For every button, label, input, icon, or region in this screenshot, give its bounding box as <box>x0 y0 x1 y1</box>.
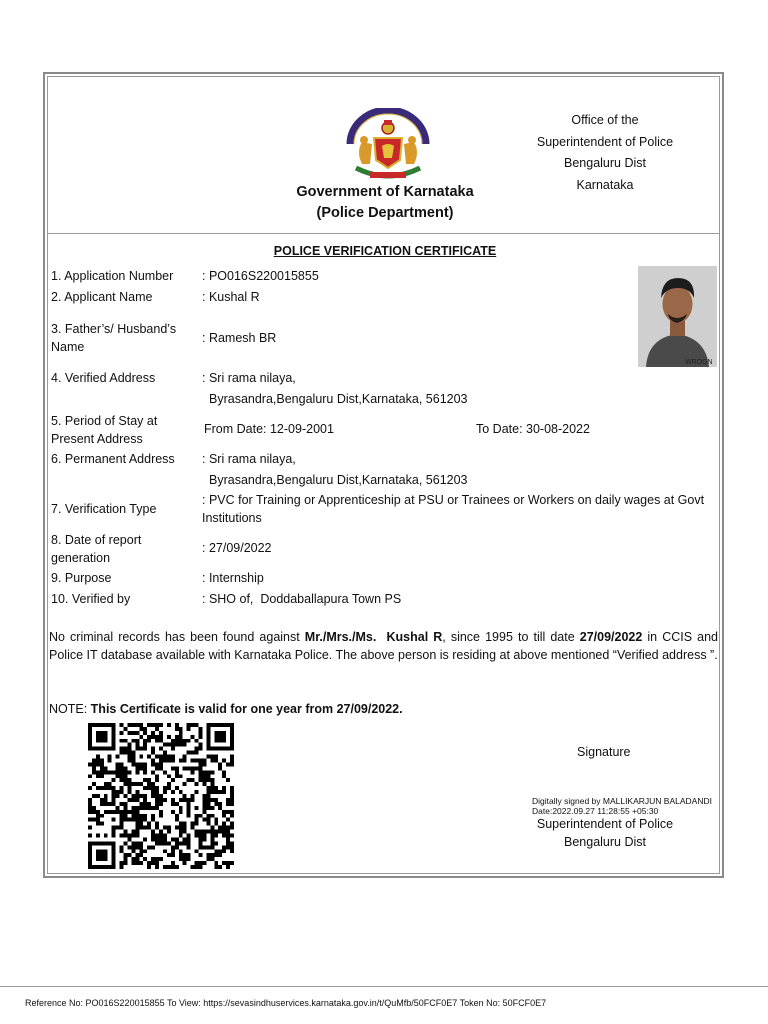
digital-signature-name: Digitally signed by MALLIKARJUN BALADANDI <box>532 796 712 806</box>
statement-part-2: , since 1995 to till date <box>442 630 580 644</box>
period-of-stay-label: 5. Period of Stay at Present Address <box>51 414 158 446</box>
verified-by-value: : SHO of, Doddaballapura Town PS <box>202 592 402 606</box>
application-number-value: : PO016S220015855 <box>202 269 319 283</box>
verification-type-value: : PVC for Training or Apprenticeship at PSU or Trainees or Workers on daily wages at Govt Institutions <box>202 493 705 525</box>
office-line-4: Karnataka <box>576 177 634 192</box>
applicant-name-value: : Kushal R <box>202 290 260 304</box>
digital-signature-date: Date:2022.09.27 11:28:55 +05:30 <box>532 806 659 816</box>
gov-line-2: (Police Department) <box>316 205 454 221</box>
period-to-date: To Date: 30-08-2022 <box>476 422 590 436</box>
footer-divider <box>0 986 768 987</box>
shirt-text: WROGN <box>685 359 713 366</box>
office-line-1: Office of the <box>571 113 639 127</box>
qr-code <box>88 722 234 870</box>
permanent-address-line-2: Byrasandra,Bengaluru Dist,Karnataka, 561203 <box>209 473 468 487</box>
verified-by-label: 10. Verified by <box>51 592 131 606</box>
government-title <box>260 182 510 224</box>
father-name-label: 3. Father’s/ Husband’s Name <box>51 322 177 354</box>
applicant-photo <box>638 266 717 367</box>
office-line-2: Superintendent of Police <box>536 134 674 149</box>
signatory <box>520 815 690 851</box>
office-address <box>520 110 690 196</box>
signature-label: Signature <box>577 745 631 759</box>
purpose-value: : Internship <box>202 571 264 585</box>
digital-signature <box>532 796 712 816</box>
signatory-district: Bengaluru Dist <box>564 835 646 849</box>
gov-line-1: Government of Karnataka <box>296 184 474 200</box>
clearance-statement <box>49 628 718 664</box>
verified-address-line-2: Byrasandra,Bengaluru Dist,Karnataka, 561203 <box>209 392 468 406</box>
note-text: This Certificate is valid for one year from 27/09/2022. <box>90 702 403 716</box>
verified-address-label: 4. Verified Address <box>51 371 156 385</box>
note-label: NOTE: <box>49 702 91 716</box>
validity-note <box>49 702 403 716</box>
purpose-label: 9. Purpose <box>51 571 112 585</box>
statement-applicant: Mr./Mrs./Ms. Kushal R <box>304 630 443 644</box>
permanent-address-line-1: : Sri rama nilaya, <box>202 452 296 466</box>
period-from-date: From Date: 12-09-2001 <box>204 422 334 436</box>
statement-part-3: in CCIS and Police IT database available with Karnataka Police. The above person is residing at above mentioned “Verified address ”. <box>49 630 718 662</box>
application-number-label: 1. Application Number <box>51 269 174 283</box>
footer-reference: Reference No: PO016S220015855 To View: https://sevasindhuservices.karnataka.gov.in/t/QuMfb/50FCF0E7 Token No: 50FCF0E7 <box>25 998 547 1008</box>
header-divider <box>47 233 720 234</box>
permanent-address-label: 6. Permanent Address <box>51 452 175 466</box>
statement-date: 27/09/2022 <box>579 630 643 644</box>
certificate-title: POLICE VERIFICATION CERTIFICATE <box>273 244 497 258</box>
father-name-value: : Ramesh BR <box>202 331 277 345</box>
signatory-designation: Superintendent of Police <box>536 817 674 831</box>
report-date-value: : 27/09/2022 <box>202 541 272 555</box>
report-date-label: 8. Date of report generation <box>51 533 142 565</box>
verified-address-line-1: : Sri rama nilaya, <box>202 371 296 385</box>
statement-part-1: No criminal records has been found against <box>49 630 305 644</box>
applicant-name-label: 2. Applicant Name <box>51 290 153 304</box>
karnataka-police-emblem <box>340 108 436 186</box>
office-line-3: Bengaluru Dist <box>564 156 646 170</box>
verification-type-label: 7. Verification Type <box>51 502 157 516</box>
